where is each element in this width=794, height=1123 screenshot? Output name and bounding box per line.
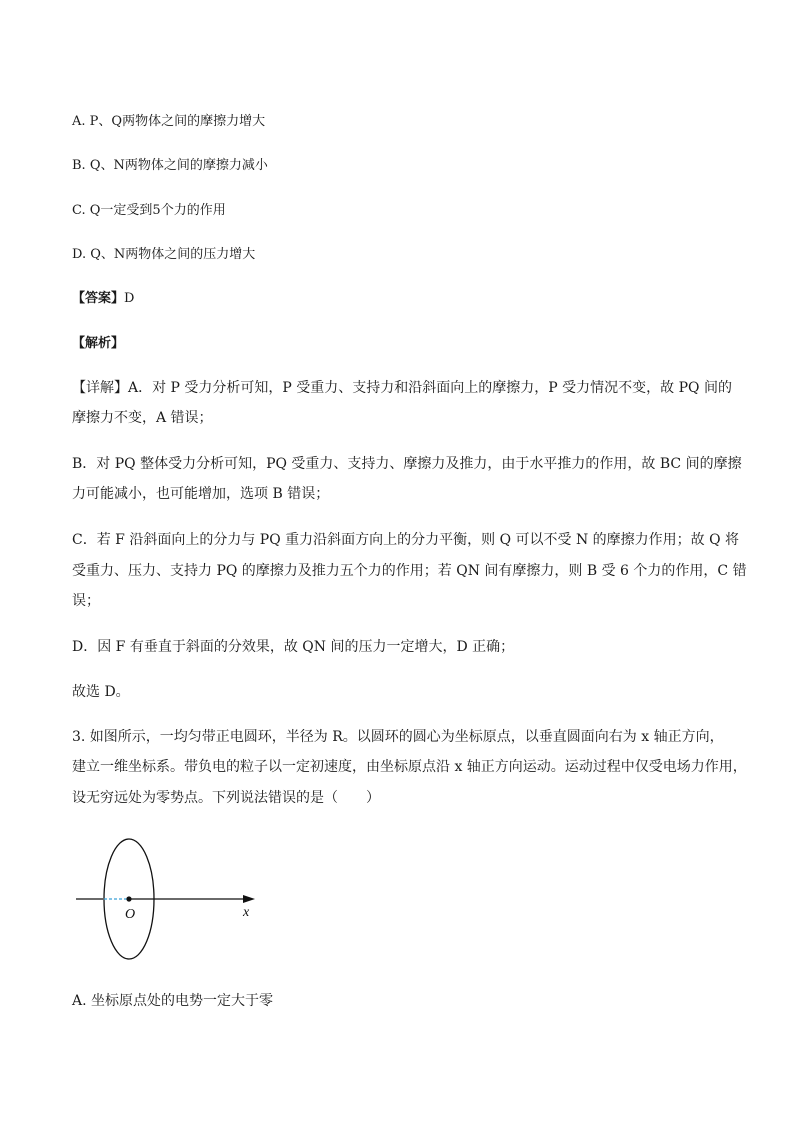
origin-label: O	[125, 907, 136, 922]
detail-line: 误；	[72, 593, 100, 609]
detail-line: C．若 F 沿斜面向上的分力与 PQ 重力沿斜面方向上的分力平衡，则 Q 可以不受 N 的摩擦力作用；故 Q 将	[72, 532, 740, 548]
option-b: B. Q、N两物体之间的摩擦力减小	[72, 158, 268, 173]
origin-dot	[126, 896, 131, 901]
question-3-line: 3. 如图所示，一均匀带正电圆环，半径为 R。以圆环的圆心为坐标原点，以垂直圆面向右为 x 轴正方向，	[72, 729, 724, 745]
axis-arrow-icon	[243, 895, 255, 903]
option-c: C. Q一定受到5个力的作用	[72, 203, 226, 218]
detail-line: D．因 F 有垂直于斜面的分效果，故 QN 间的压力一定增大，D 正确；	[72, 639, 515, 655]
axis-label: x	[243, 905, 250, 920]
detail-line: B．对 PQ 整体受力分析可知，PQ 受重力、支持力、摩擦力及推力，由于水平推力的作用，故 BC 间的摩擦	[72, 456, 742, 472]
question-3-line: 设无穷远处为零势点。下列说法错误的是（ ）	[72, 790, 380, 806]
q3-option-a: A. 坐标原点处的电势一定大于零	[72, 993, 274, 1009]
detail-line: 受重力、压力、支持力 PQ 的摩擦力及推力五个力的作用；若 QN 间有摩擦力，则 B 受 6 个力的作用，C 错	[72, 563, 747, 579]
question-3-line: 建立一维坐标系。带负电的粒子以一定初速度，由坐标原点沿 x 轴正方向运动。运动过程中仅受电场力作用，	[72, 759, 747, 775]
option-d: D. Q、N两物体之间的压力增大	[72, 247, 256, 262]
analysis-label: 【解析】	[72, 336, 125, 351]
option-a: A. P、Q两物体之间的摩擦力增大	[72, 114, 266, 129]
detail-line: 力可能减小，也可能增加，选项 B 错误；	[72, 486, 330, 502]
answer-line: 【答案】D	[72, 291, 135, 306]
detail-line: 故选 D。	[72, 684, 130, 700]
detail-line: 【详解】A．对 P 受力分析可知，P 受重力、支持力和沿斜面向上的摩擦力，P 受力情况不变，故 PQ 间的	[72, 380, 732, 396]
ring-axis-figure	[72, 836, 272, 966]
detail-line: 摩擦力不变，A 错误；	[72, 410, 213, 426]
